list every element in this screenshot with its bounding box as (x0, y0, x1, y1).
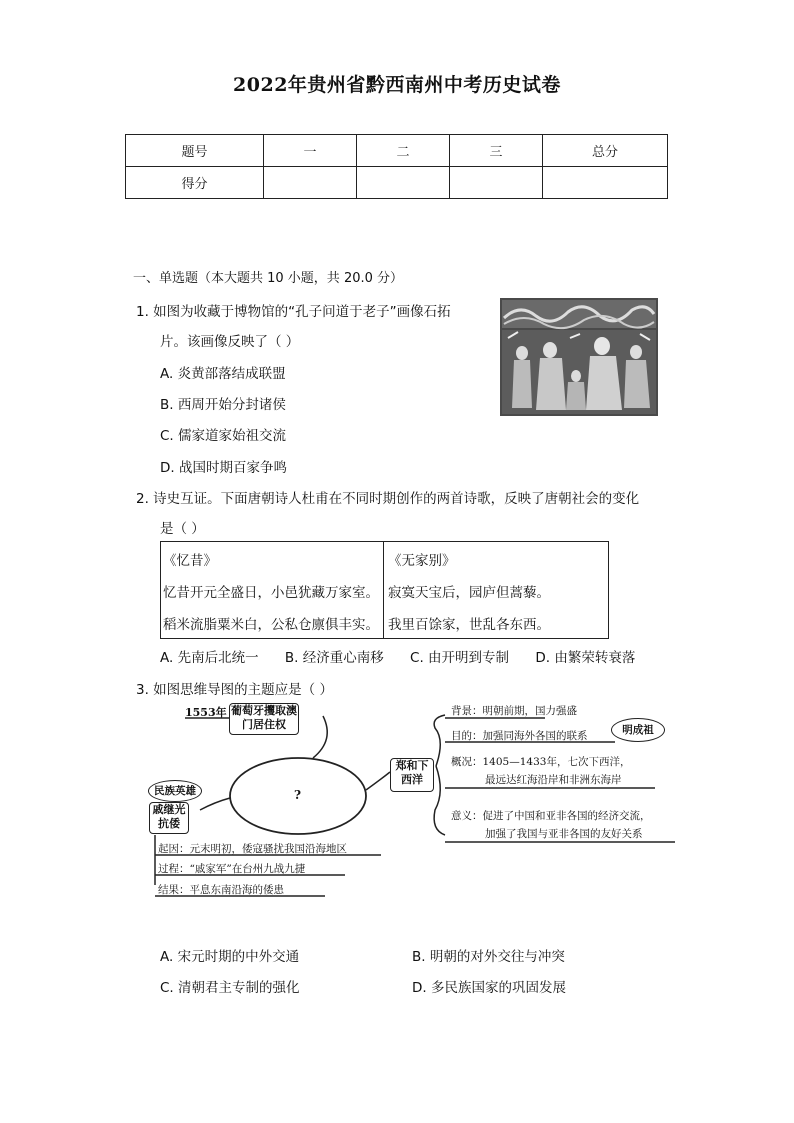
mm-right-meaning-2: 加强了我国与亚非各国的友好关系 (485, 828, 643, 840)
q3-option-d[interactable]: D. 多民族国家的巩固发展 (412, 980, 566, 996)
mm-left-result: 结果：平息东南沿海的倭患 (158, 884, 284, 896)
mm-hero-bubble: 民族英雄 (148, 780, 202, 802)
header-cell: 一 (264, 135, 357, 167)
poem-right-line: 寂寞天宝后，园庐但蒿藜。 (388, 585, 550, 601)
q2-stem-line1: 2. 诗史互证。下面唐朝诗人杜甫在不同时期创作的两首诗歌，反映了唐朝社会的变化 (136, 491, 640, 507)
page-title: 2022年贵州省黔西南州中考历史试卷 (233, 74, 561, 96)
poem-left-line: 稻米流脂粟米白，公私仓廪俱丰实。 (163, 617, 379, 633)
poem-left-line: 忆昔开元全盛日，小邑犹藏万家室。 (163, 585, 379, 601)
poem-right-line: 我里百馀家，世乱各东西。 (388, 617, 550, 633)
mm-left-cause: 起因：元末明初，倭寇骚扰我国沿海地区 (158, 843, 347, 855)
q2-option-b[interactable]: B. 经济重心南移 (284, 650, 384, 666)
score-cell (357, 167, 450, 199)
mm-left-process: 过程：“戚家军”在台州九战九捷 (158, 863, 306, 875)
mm-center-question: ? (294, 788, 302, 802)
poem-right-title: 《无家别》 (388, 553, 456, 569)
mm-right-background: 背景：明朝前期，国力强盛 (451, 705, 577, 717)
header-cell: 三 (450, 135, 543, 167)
stone-rubbing-image (500, 298, 658, 416)
mm-qi-box: 戚继光抗倭 (149, 802, 189, 834)
poem-right-column (383, 542, 608, 638)
mm-portugal-box: 葡萄牙攫取澳门居住权 (229, 703, 299, 735)
q3-option-b[interactable]: B. 明朝的对外交往与冲突 (412, 949, 565, 965)
q2-option-a[interactable]: A. 先南后北统一 (160, 650, 259, 666)
q3-stem-line1: 3. 如图思维导图的主题应是（ ） (136, 682, 333, 698)
q1-option-b[interactable]: B. 西周开始分封诸侯 (160, 397, 286, 413)
q2-options-row (160, 646, 657, 666)
score-table-header-row (126, 135, 668, 167)
q1-stem-line1: 1. 如图为收藏于博物馆的“孔子问道于老子”画像石拓 (136, 304, 451, 320)
score-table-row (126, 167, 668, 199)
header-cell: 总分 (543, 135, 668, 167)
mm-zhenghe-box: 郑和下西洋 (390, 758, 434, 792)
mm-right-meaning-1: 意义：促进了中国和亚非各国的经济交流， (451, 810, 651, 822)
q3-option-c[interactable]: C. 清朝君主专制的强化 (160, 980, 300, 996)
header-cell: 二 (357, 135, 450, 167)
score-table (125, 134, 668, 199)
q1-option-c[interactable]: C. 儒家道家始祖交流 (160, 428, 287, 444)
mm-emperor-bubble: 明成祖 (611, 718, 665, 742)
q2-stem-line2: 是（ ） (160, 521, 205, 537)
q1-option-d[interactable]: D. 战国时期百家争鸣 (160, 460, 287, 476)
score-cell (450, 167, 543, 199)
row-label-cell: 得分 (126, 167, 264, 199)
header-cell: 题号 (126, 135, 264, 167)
mm-right-overview-1: 概况：1405—1433年，七次下西洋， (451, 756, 631, 768)
mind-map (145, 700, 680, 905)
mm-right-purpose: 目的：加强同海外各国的联系 (451, 730, 588, 742)
q3-option-a[interactable]: A. 宋元时期的中外交通 (160, 949, 300, 965)
mm-right-overview-2: 最远达红海沿岸和非洲东海岸 (485, 774, 622, 786)
q2-option-d[interactable]: D. 由繁荣转衰落 (535, 650, 636, 666)
q2-option-c[interactable]: C. 由开明到专制 (410, 650, 510, 666)
poem-left-title: 《忆昔》 (163, 553, 217, 569)
score-cell (264, 167, 357, 199)
poem-table (160, 541, 609, 639)
q1-stem-line2: 片。该画像反映了（ ） (160, 334, 300, 350)
section-heading: 一、单选题（本大题共 10 小题，共 20.0 分） (133, 271, 404, 286)
q1-option-a[interactable]: A. 炎黄部落结成联盟 (160, 366, 286, 382)
poem-left-column (161, 542, 383, 638)
mm-year-label: 1553年 (185, 706, 227, 719)
score-cell (543, 167, 668, 199)
